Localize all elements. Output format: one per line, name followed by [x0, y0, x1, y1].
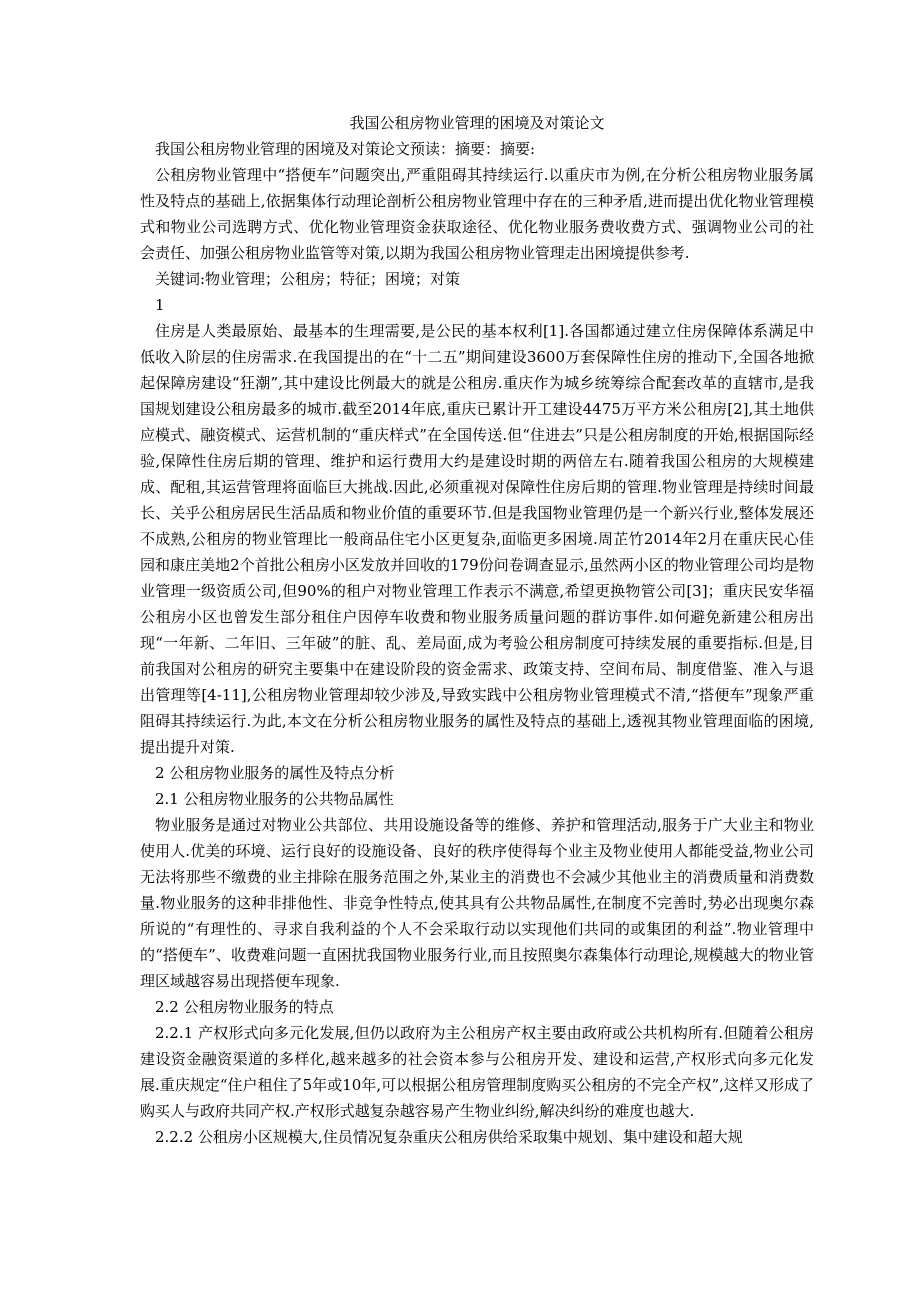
document-title: 我国公租房物业管理的困境及对策论文	[349, 114, 605, 132]
subsection-heading: 2.2 公租房物业服务的特点	[155, 998, 334, 1016]
subsection-heading: 2.1 公租房物业服务的公共物品属性	[155, 790, 394, 808]
intro-paragraph: 住房是人类最原始、最基本的生理需要,是公民的基本权利[1].各国都通过建立住房保障体系满足中低收入阶层的住房需求.在我国提出的在“十二五”期间建设3600万套保障性住房的推动下,全国各地掀起保障房建设“狂潮”,其中建设比例最大的就是公租房.重庆作为城乡统筹综合配套改革的直辖市,是我国规划建设公租房最多的城市.截至2014年底,重庆已累计开工建设4475万平方米公租房[2],其土地供应模式、融资模式、运营机制的“重庆样式”在全国传送.但“住进去”只是公租房制度的开始,根据国际经验,保障性住房后期的管理、维护和运行费用大约是建设时期的两倍左右.随着我国公租房的大规模建成、配租,其运营管理将面临巨大挑战.因此,必须重视对保障性住房后期的管理.物业管理是持续时间最长、关乎公租房居民生活品质和物业价值的重要环节.但是我国物业管理仍是一个新兴行业,整体发展还不成熟,公租房的物业管理比一般商品住宅小区更复杂,面临更多困境.周芷竹2014年2月在重庆民心佳园和康庄美地2个首批公租房小区发放并回收的179份问卷调查显示,虽然两小区的物业管理公司均是物业管理一级资质公司,但90%的租户对物业管理工作表示不满意,希望更换物管公司[3]；重庆民安华福公租房小区也曾发生部分租住户因停车收费和物业服务质量问题的群访事件.如何避免新建公租房出现“一年新、二年旧、三年破”的脏、乱、差局面,成为考验公租房制度可持续发展的重要指标.但是,目前我国对公租房的研究主要集中在建设阶段的资金需求、政策支持、空间布局、制度借鉴、准入与退出管理等[4-11],公租房物业管理却较少涉及,导致实践中公租房物业管理模式不清,“搭便车”现象严重阻碍其持续运行.为此,本文在分析公租房物业服务的属性及特点的基础上,透视其物业管理面临的困境,提出提升对策.	[140, 322, 814, 756]
section-number: 1	[155, 296, 165, 314]
body-paragraph: 2.2.2 公租房小区规模大,住员情况复杂重庆公租房供给采取集中规划、集中建设和超大规	[155, 1128, 743, 1146]
body-paragraph: 物业服务是通过对物业公共部位、共用设施设备等的维修、养护和管理活动,服务于广大业主和物业使用人.优美的环境、运行良好的设施设备、良好的秩序使得每个业主及物业使用人都能受益,物业公司无法将那些不缴费的业主排除在服务范围之外,某业主的消费也不会减少其他业主的消费质量和消费数量.物业服务的这种非排他性、非竞争性特点,使其具有公共物品属性,在制度不完善时,势必出现奥尔森所说的“有理性的、寻求自我利益的个人不会采取行动以实现他们共同的或集团的利益”.物业管理中的“搭便车”、收费难问题一直困扰我国物业服务行业,而且按照奥尔森集体行动理论,规模越大的物业管理区域越容易出现搭便车现象.	[140, 816, 814, 990]
document-page	[140, 110, 814, 1150]
abstract-paragraph: 公租房物业管理中“搭便车”问题突出,严重阻碍其持续运行.以重庆市为例,在分析公租房物业服务属性及特点的基础上,依据集体行动理论剖析公租房物业管理中存在的三种矛盾,进而提出优化物业管理模式和物业公司选聘方式、优化物业管理资金获取途径、优化物业服务费收费方式、强调物业公司的社会责任、加强公租房物业监管等对策,以期为我国公租房物业管理走出困境提供参考.	[140, 166, 814, 262]
body-paragraph: 2.2.1 产权形式向多元化发展,但仍以政府为主公租房产权主要由政府或公共机构所有.但随着公租房建设资金融资渠道的多样化,越来越多的社会资本参与公租房开发、建设和运营,产权形式向多元化发展.重庆规定“住户租住了5年或10年,可以根据公租房管理制度购买公租房的不完全产权”,这样又形成了购买人与政府共同产权.产权形式越复杂越容易产生物业纠纷,解决纠纷的难度也越大.	[140, 1024, 814, 1120]
preview-line: 我国公租房物业管理的困境及对策论文预读：摘要：摘要:	[155, 140, 536, 158]
keywords-line: 关键词:物业管理；公租房；特征；困境；对策	[155, 270, 461, 288]
section-heading: 2 公租房物业服务的属性及特点分析	[155, 764, 395, 782]
